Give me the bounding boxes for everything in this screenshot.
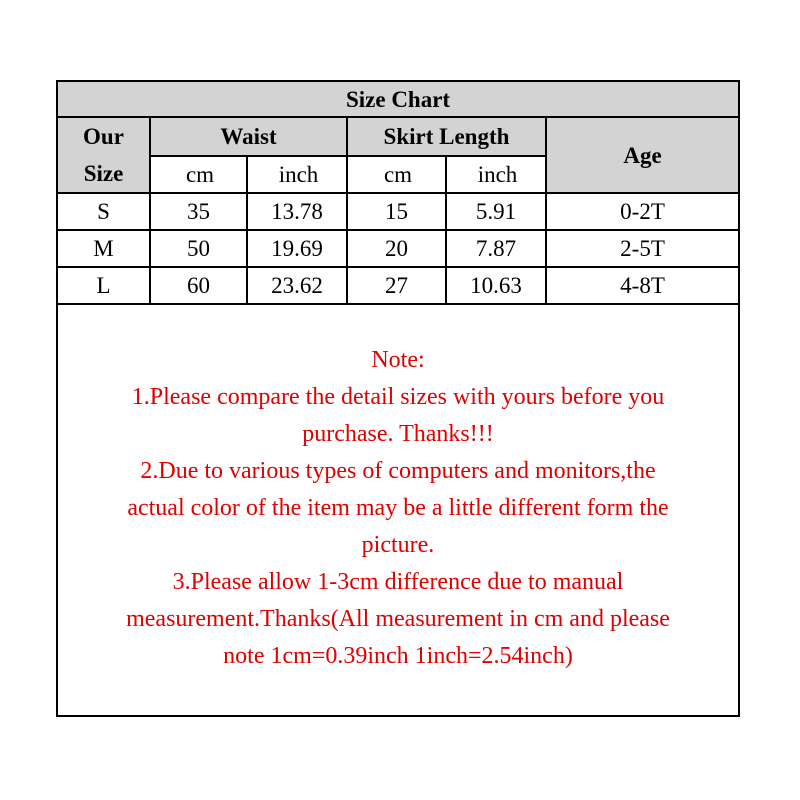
our-size-header-line1: Our [83, 124, 124, 149]
size-table [58, 82, 738, 305]
skirt-length-header: Skirt Length [347, 117, 546, 156]
title-row [58, 82, 738, 117]
note-line: 3.Please allow 1-3cm difference due to manual [172, 569, 624, 595]
size-cell: S [58, 193, 150, 230]
table-row [58, 193, 738, 230]
our-size-header-line2: Size [83, 161, 124, 186]
header-row [58, 117, 738, 156]
waist-cm-unit: cm [150, 156, 247, 193]
waist-inch-cell: 13.78 [247, 193, 347, 230]
note-line: 1.Please compare the detail sizes with yours before you [131, 384, 665, 410]
length-cm-cell: 15 [347, 193, 446, 230]
length-inch-cell: 7.87 [446, 230, 546, 267]
age-cell: 4-8T [546, 267, 738, 304]
note-heading: Note: [371, 347, 425, 373]
size-cell: M [58, 230, 150, 267]
table-row [58, 230, 738, 267]
waist-cm-cell: 50 [150, 230, 247, 267]
length-cm-cell: 27 [347, 267, 446, 304]
waist-cm-cell: 35 [150, 193, 247, 230]
waist-cm-cell: 60 [150, 267, 247, 304]
waist-inch-cell: 23.62 [247, 267, 347, 304]
chart-title: Size Chart [58, 82, 738, 117]
table-row [58, 267, 738, 304]
waist-inch-unit: inch [247, 156, 347, 193]
length-inch-unit: inch [446, 156, 546, 193]
age-cell: 0-2T [546, 193, 738, 230]
note-line: measurement.Thanks(All measurement in cm and please [126, 606, 670, 632]
age-header: Age [546, 117, 738, 193]
size-chart [56, 80, 740, 717]
size-cell: L [58, 267, 150, 304]
our-size-header [58, 117, 150, 193]
waist-inch-cell: 19.69 [247, 230, 347, 267]
note-line: purchase. Thanks!!! [302, 421, 494, 447]
notes-block [58, 342, 738, 675]
age-cell: 2-5T [546, 230, 738, 267]
note-line: note 1cm=0.39inch 1inch=2.54inch) [223, 643, 573, 669]
note-line: actual color of the item may be a little different form the [127, 495, 669, 521]
waist-header: Waist [150, 117, 347, 156]
length-cm-unit: cm [347, 156, 446, 193]
length-inch-cell: 10.63 [446, 267, 546, 304]
length-inch-cell: 5.91 [446, 193, 546, 230]
note-line: picture. [361, 532, 435, 558]
length-cm-cell: 20 [347, 230, 446, 267]
note-line: 2.Due to various types of computers and monitors,the [140, 458, 656, 484]
